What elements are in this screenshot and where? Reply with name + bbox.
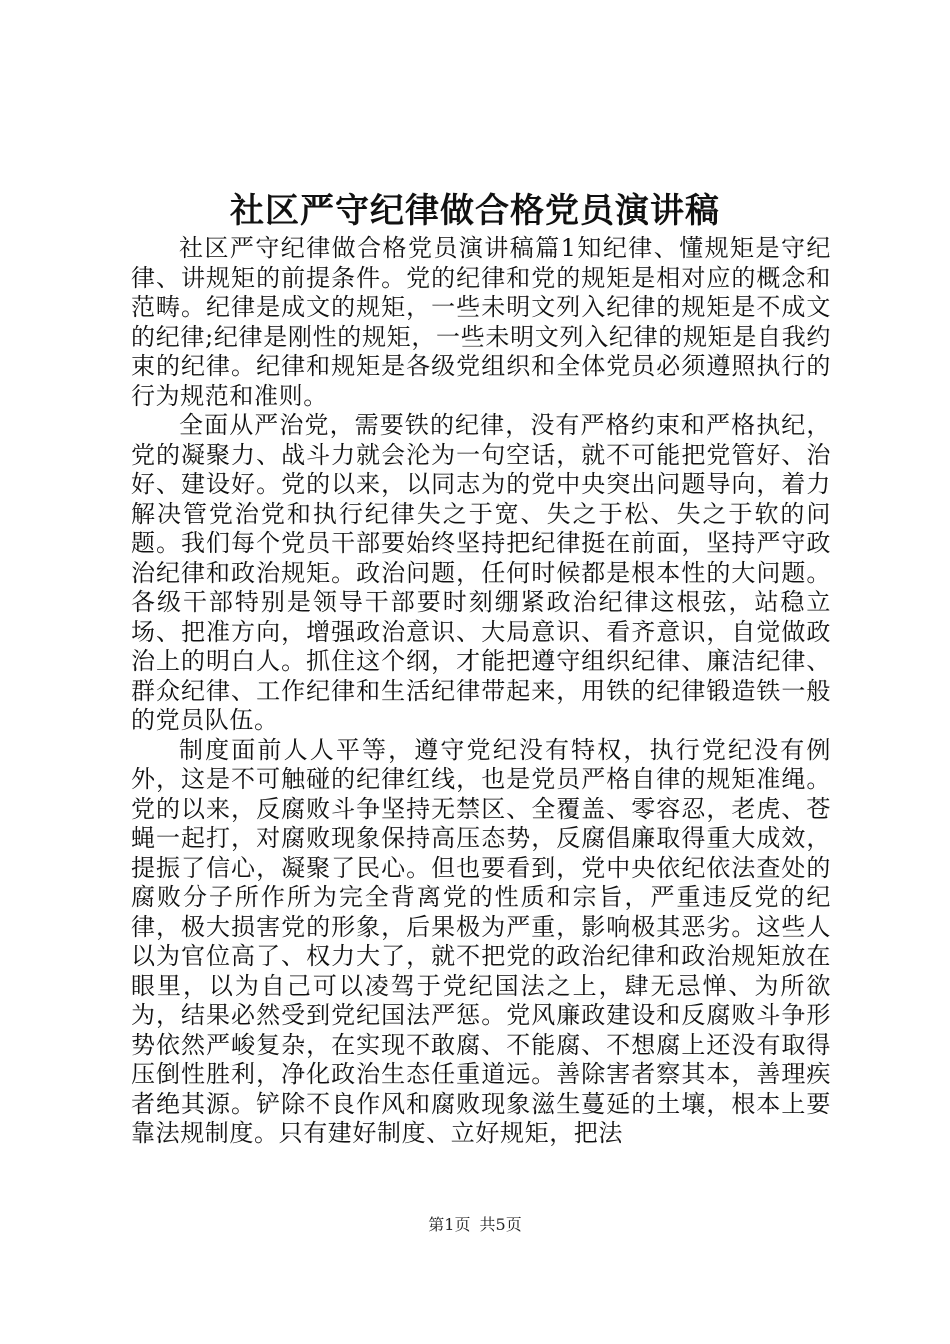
paragraph-1: 社区严守纪律做合格党员演讲稿篇1知纪律、懂规矩是守纪律、讲规矩的前提条件。党的纪律和党的规矩是相对应的概念和范畴。纪律是成文的规矩，一些未明文列入纪律的规矩是不成文的纪律;纪律是刚性的规矩，一些未明文列入纪律的规矩是自我约束的纪律。纪律和规矩是各级党组织和全体党员必须遵照执行的行为规范和准则。	[131, 234, 831, 410]
page-title: 社区严守纪律做合格党员演讲稿	[230, 191, 720, 231]
page-number: 第1页	[428, 1215, 471, 1234]
paragraph-2: 全面从严治党，需要铁的纪律，没有严格约束和严格执纪，党的凝聚力、战斗力就会沦为一句空话，就不可能把党管好、治好、建设好。党的以来，以同志为的党中央突出问题导向，着力解决管党治党和执行纪律失之于宽、失之于松、失之于软的问题。我们每个党员干部要始终坚持把纪律挺在前面，坚持严守政治纪律和政治规矩。政治问题，任何时候都是根本性的大问题。各级干部特别是领导干部要时刻绷紧政治纪律这根弦，站稳立场、把准方向，增强政治意识、大局意识、看齐意识，自觉做政治上的明白人。抓住这个纲，才能把遵守组织纪律、廉洁纪律、群众纪律、工作纪律和生活纪律带起来，用铁的纪律锻造铁一般的党员队伍。	[131, 411, 831, 734]
page-total: 共5页	[479, 1215, 522, 1234]
paragraph-3: 制度面前人人平等，遵守党纪没有特权，执行党纪没有例外，这是不可触碰的纪律红线，也是党员严格自律的规矩准绳。党的以来，反腐败斗争坚持无禁区、全覆盖、零容忍，老虎、苍蝇一起打，对腐败现象保持高压态势，反腐倡廉取得重大成效，提振了信心，凝聚了民心。但也要看到，党中央依纪依法查处的腐败分子所作所为完全背离党的性质和宗旨，严重违反党的纪律，极大损害党的形象，后果极为严重，影响极其恶劣。这些人以为官位高了、权力大了，就不把党的政治纪律和政治规矩放在眼里，以为自己可以凌驾于党纪国法之上，肆无忌惮、为所欲为，结果必然受到党纪国法严惩。党风廉政建设和反腐败斗争形势依然严峻复杂，在实现不敢腐、不能腐、不想腐上还没有取得压倒性胜利，净化政治生态任重道远。善除害者察其本，善理疾者绝其源。铲除不良作风和腐败现象滋生蔓延的土壤，根本上要靠法规制度。只有建好制度、立好规矩，把法	[131, 735, 831, 1147]
page-footer	[0, 1214, 950, 1236]
document-body	[131, 234, 831, 1149]
